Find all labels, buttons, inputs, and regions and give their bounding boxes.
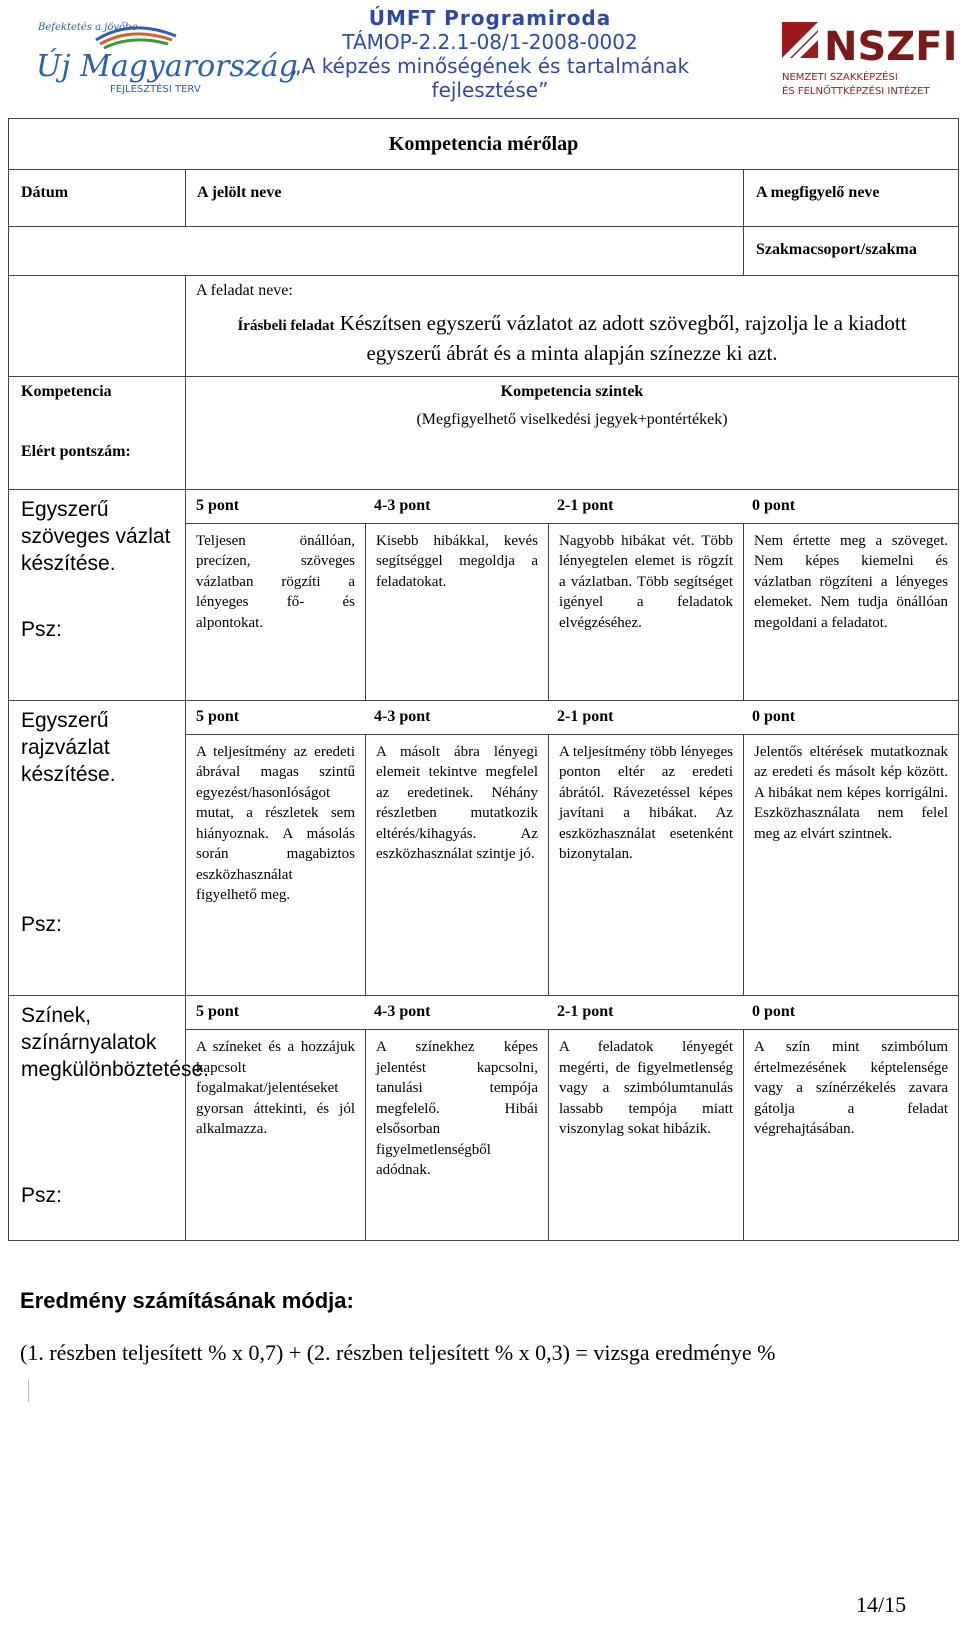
- text-cursor-mark: [28, 1380, 29, 1402]
- header-line-3: „A képzés minőségének és tartalmának fejlesztése”: [290, 54, 690, 102]
- desc-4-3: Kisebb hibákkal, kevés segítséggel megoldja a feladatokat.: [366, 523, 549, 700]
- level-header: [186, 701, 958, 733]
- table-title: Kompetencia mérőlap: [9, 119, 959, 170]
- desc-4-3: A színekhez képes jelentést kapcsolni, tanulási tempója megfelelő. Hibái elsősorban figyelmetlenségből adódnak.: [366, 1030, 549, 1241]
- svg-text:Új Magyarország: Új Magyarország: [36, 49, 298, 84]
- level-0: 0 pont: [752, 708, 796, 725]
- level-5: 5 pont: [196, 497, 240, 514]
- level-4-3: 4-3 pont: [374, 708, 431, 725]
- criterion-cell: [9, 490, 186, 701]
- desc-4-3: A másolt ábra lényegi elemeit tekintve megfelel az eredetinek. Néhány részletben mutatkozik eltérés/kihagyás. Az eszközhasználat szintje jó.: [366, 734, 549, 995]
- result-title: Eredmény számításának módja:: [20, 1288, 354, 1313]
- level-2-1: 2-1 pont: [557, 708, 614, 725]
- desc-5: A teljesítmény az eredeti ábrával magas szintű egyezést/hasonlóságot mutat, a részletek sem hiányoznak. A másolás során magabiztos eszközhasználat figyelhető meg.: [186, 734, 366, 995]
- kompetencia-label: Kompetencia: [21, 383, 112, 400]
- feladat-cell: [186, 276, 959, 377]
- level-5: 5 pont: [196, 708, 240, 725]
- datum-label: Dátum: [9, 170, 186, 227]
- feladat-bold: Írásbeli feladat: [237, 318, 335, 334]
- header-title-block: [280, 6, 700, 102]
- desc-0: Nem értette meg a szöveget. Nem képes kiemelni és vázlatban rögzíteni a lényeges elemeket. Nem tudja önállóan megoldani a feladatot.: [744, 523, 959, 700]
- level-4-3: 4-3 pont: [374, 1003, 431, 1020]
- level-header-row: [186, 490, 959, 524]
- criterion-cell: [9, 701, 186, 996]
- szintek-title: Kompetencia szintek: [500, 383, 644, 400]
- criterion-text: Egyszerű szöveges vázlat készítése.: [21, 498, 171, 575]
- desc-0: A szín mint szimbólum értelmezésének képtelensége vagy a színérzékelés zavara gátolja a feladat végrehajtásában.: [744, 1030, 959, 1241]
- level-header-row: [186, 996, 959, 1030]
- psz-label: Psz:: [21, 1184, 62, 1207]
- svg-text:Befektetés a jövőbe: Befektetés a jövőbe: [38, 22, 138, 33]
- level-2-1: 2-1 pont: [557, 1003, 614, 1020]
- level-0: 0 pont: [752, 497, 796, 514]
- empty-cell: [9, 227, 744, 276]
- criterion-text: Egyszerű rajzvázlat készítése.: [21, 709, 116, 786]
- desc-5: A színeket és a hozzájuk kapcsolt fogalmakat/jelentéseket gyorsan áttekinti, és jól alkalmazza.: [186, 1030, 366, 1241]
- page-header: [0, 0, 960, 108]
- nszfi-logo: [782, 18, 958, 98]
- kompetencia-table: [8, 118, 959, 1241]
- feladat-text-block: [196, 310, 948, 367]
- level-header: [186, 996, 958, 1028]
- psz-label: Psz:: [21, 618, 62, 641]
- desc-2-1: Nagyobb hibákat vét. Több lényegtelen elemet is rögzít a vázlatban. Több segítséget igényel a feladatok elvégzéséhez.: [549, 523, 744, 700]
- jelolt-label: A jelölt neve: [186, 170, 744, 227]
- kompetencia-cell: [9, 377, 186, 490]
- level-0: 0 pont: [752, 1003, 796, 1020]
- desc-0: Jelentős eltérések mutatkoznak az eredeti és másolt kép között. A hibákat nem képes korrigálni. Eszközhasználata nem felel meg az elvárt szintnek.: [744, 734, 959, 995]
- feladat-text: Készítsen egyszerű vázlatot az adott szövegből, rajzolja le a kiadott egyszerű ábrát és a minta alapján színezze ki azt.: [339, 311, 907, 365]
- criterion-text: Színek, színárnyalatok megkülönböztetése.: [21, 1004, 209, 1081]
- szintek-cell: [186, 377, 959, 490]
- header-line-2: TÁMOP-2.2.1-08/1-2008-0002: [342, 30, 638, 54]
- level-header-row: [186, 701, 959, 735]
- header-line-1: ÚMFT Programiroda: [368, 6, 612, 30]
- desc-2-1: A teljesítmény több lényeges ponton eltér az eredeti ábrától. Rávezetéssel képes javítani a hibákat. Az eszközhasználat esetenként bizonytalan.: [549, 734, 744, 995]
- level-header: [186, 490, 958, 522]
- level-4-3: 4-3 pont: [374, 497, 431, 514]
- criterion-cell: [9, 996, 209, 1241]
- feladat-label: A feladat neve:: [196, 282, 293, 299]
- szintek-subtitle: (Megfigyelhető viselkedési jegyek+pontértékek): [416, 411, 728, 428]
- desc-5: Teljesen önállóan, precízen, szöveges vázlatban rögzíti a lényeges fő- és alpontokat.: [186, 523, 366, 700]
- desc-2-1: A feladatok lényegét megérti, de figyelmetlenség vagy a szimbólumtanulás lassabb tempója miatt viszonylag sokat hibázik.: [549, 1030, 744, 1241]
- szakma-label: Szakmacsoport/szakma: [744, 227, 959, 276]
- page-number: 14/15: [856, 1592, 907, 1617]
- svg-text:NEMZETI SZAKKÉPZÉSI: NEMZETI SZAKKÉPZÉSI: [782, 72, 898, 83]
- level-2-1: 2-1 pont: [557, 497, 614, 514]
- megfigyelo-label: A megfigyelő neve: [744, 170, 959, 227]
- uj-magyarorszag-logo: [36, 14, 298, 102]
- empty-cell: [9, 276, 186, 377]
- svg-text:FEJLESZTÉSI TERV: FEJLESZTÉSI TERV: [110, 84, 201, 95]
- level-5: 5 pont: [196, 1003, 240, 1020]
- elert-label: Elért pontszám:: [21, 443, 131, 460]
- result-formula: (1. részben teljesített % x 0,7) + (2. részben teljesített % x 0,3) = vizsga eredménye %: [20, 1340, 776, 1365]
- svg-text:NSZFI: NSZFI: [824, 24, 958, 70]
- svg-text:ÉS FELNŐTTKÉPZÉSI INTÉZET: ÉS FELNŐTTKÉPZÉSI INTÉZET: [782, 86, 930, 97]
- psz-label: Psz:: [21, 913, 62, 936]
